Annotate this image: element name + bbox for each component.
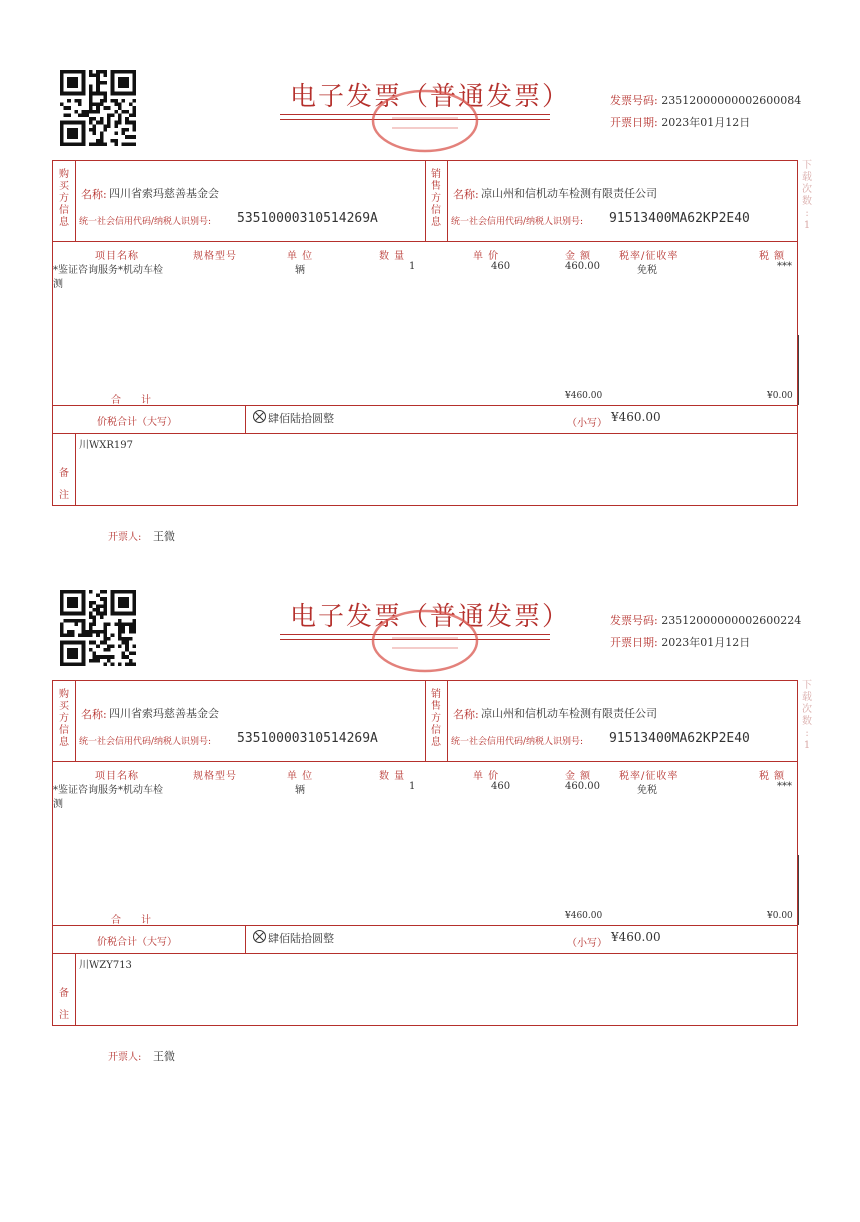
column-header: 单 价	[473, 251, 500, 262]
total-label: 合 计	[111, 395, 151, 406]
side-watermark: 下 载 次 数 : 1	[802, 160, 812, 231]
invoice-title: 电子发票（普通发票）	[290, 602, 571, 632]
remark-section-label: 备 注	[59, 468, 69, 501]
invoice	[0, 0, 860, 543]
invoice-number: 发票号码: 23512000000002600084	[610, 94, 802, 107]
buyer-tax-id: 53510000310514269A	[237, 731, 378, 746]
seller-name-label: 名称:	[453, 188, 479, 201]
column-header: 规格型号	[193, 251, 237, 262]
total-amount: ¥460.00	[565, 911, 603, 921]
issuer-label: 开票人:	[108, 532, 142, 543]
item-qty: 1	[409, 781, 416, 792]
side-watermark: 下 载 次 数 : 1	[802, 680, 812, 751]
grand-total-small-label: （小写）	[567, 938, 607, 949]
seal-stamp	[370, 88, 480, 154]
grand-total-small-label: （小写）	[567, 418, 607, 429]
grand-total-upper-label: 价税合计（大写）	[97, 937, 177, 948]
column-header: 单 位	[287, 251, 314, 262]
buyer-tax-label: 统一社会信用代码/纳税人识别号:	[79, 737, 212, 747]
item-tax: ***	[777, 781, 792, 792]
buyer-tax-label: 统一社会信用代码/纳税人识别号:	[79, 217, 212, 227]
item-tax-rate: 免税	[637, 265, 657, 276]
total-tax: ¥0.00	[767, 391, 793, 401]
item-price: 460	[491, 781, 511, 792]
column-header: 金 额	[565, 251, 592, 262]
circle-x-icon	[253, 410, 266, 423]
column-header: 数 量	[379, 771, 406, 782]
issuer-label: 开票人:	[108, 1052, 142, 1063]
column-header: 项目名称	[95, 771, 139, 782]
invoice-number: 发票号码: 23512000000002600224	[610, 614, 802, 627]
item-unit: 辆	[295, 265, 305, 276]
item-tax: ***	[777, 261, 792, 272]
remark-text: 川WZY713	[79, 960, 132, 971]
column-header: 税 额	[759, 771, 786, 782]
item-qty: 1	[409, 261, 416, 272]
qr-code-icon	[60, 70, 136, 146]
column-header: 税率/征收率	[619, 251, 679, 262]
column-header: 单 位	[287, 771, 314, 782]
column-header: 规格型号	[193, 771, 237, 782]
invoice-table	[52, 680, 798, 1026]
buyer-name: 四川省索玛慈善基金会	[109, 707, 219, 720]
grand-total-upper: 肆佰陆拾圆整	[253, 930, 334, 946]
total-amount: ¥460.00	[565, 391, 603, 401]
seller-section-label: 销 售 方 信 息	[431, 689, 441, 748]
grand-total-small: ¥460.00	[611, 930, 661, 944]
buyer-name-label: 名称:	[81, 708, 107, 721]
seller-tax-label: 统一社会信用代码/纳税人识别号:	[451, 217, 584, 227]
column-header: 单 价	[473, 771, 500, 782]
total-tax: ¥0.00	[767, 911, 793, 921]
buyer-section-label: 购 买 方 信 息	[59, 169, 69, 228]
seller-name: 凉山州和信机动车检测有限责任公司	[481, 707, 657, 720]
seller-name: 凉山州和信机动车检测有限责任公司	[481, 187, 657, 200]
grand-total-small: ¥460.00	[611, 410, 661, 424]
seal-stamp	[370, 608, 480, 674]
grand-total-upper-label: 价税合计（大写）	[97, 417, 177, 428]
seller-tax-label: 统一社会信用代码/纳税人识别号:	[451, 737, 584, 747]
item-name-cont: 测	[53, 279, 63, 290]
buyer-name-label: 名称:	[81, 188, 107, 201]
circle-x-icon	[253, 930, 266, 943]
item-unit: 辆	[295, 785, 305, 796]
issuer-name: 王微	[153, 530, 175, 543]
column-header: 项目名称	[95, 251, 139, 262]
invoice	[0, 520, 860, 1063]
item-amount: 460.00	[565, 781, 600, 792]
issuer-name: 王微	[153, 1050, 175, 1063]
item-name: *鉴证咨询服务*机动车检	[53, 785, 163, 796]
buyer-tax-id: 53510000310514269A	[237, 211, 378, 226]
remark-text: 川WXR197	[79, 440, 134, 451]
invoice-table	[52, 160, 798, 506]
seller-section-label: 销 售 方 信 息	[431, 169, 441, 228]
item-amount: 460.00	[565, 261, 600, 272]
seller-name-label: 名称:	[453, 708, 479, 721]
qr-code-icon	[60, 590, 136, 666]
buyer-name: 四川省索玛慈善基金会	[109, 187, 219, 200]
seller-tax-id: 91513400MA62KP2E40	[609, 211, 750, 226]
grand-total-upper: 肆佰陆拾圆整	[253, 410, 334, 426]
invoice-date: 开票日期: 2023年01月12日	[610, 116, 751, 129]
item-tax-rate: 免税	[637, 785, 657, 796]
column-header: 税率/征收率	[619, 771, 679, 782]
column-header: 税 额	[759, 251, 786, 262]
total-label: 合 计	[111, 915, 151, 926]
column-header: 金 额	[565, 771, 592, 782]
column-header: 数 量	[379, 251, 406, 262]
item-name-cont: 测	[53, 799, 63, 810]
seller-tax-id: 91513400MA62KP2E40	[609, 731, 750, 746]
item-name: *鉴证咨询服务*机动车检	[53, 265, 163, 276]
item-price: 460	[491, 261, 511, 272]
invoice-date: 开票日期: 2023年01月12日	[610, 636, 751, 649]
invoice-title: 电子发票（普通发票）	[290, 82, 571, 112]
buyer-section-label: 购 买 方 信 息	[59, 689, 69, 748]
remark-section-label: 备 注	[59, 988, 69, 1021]
